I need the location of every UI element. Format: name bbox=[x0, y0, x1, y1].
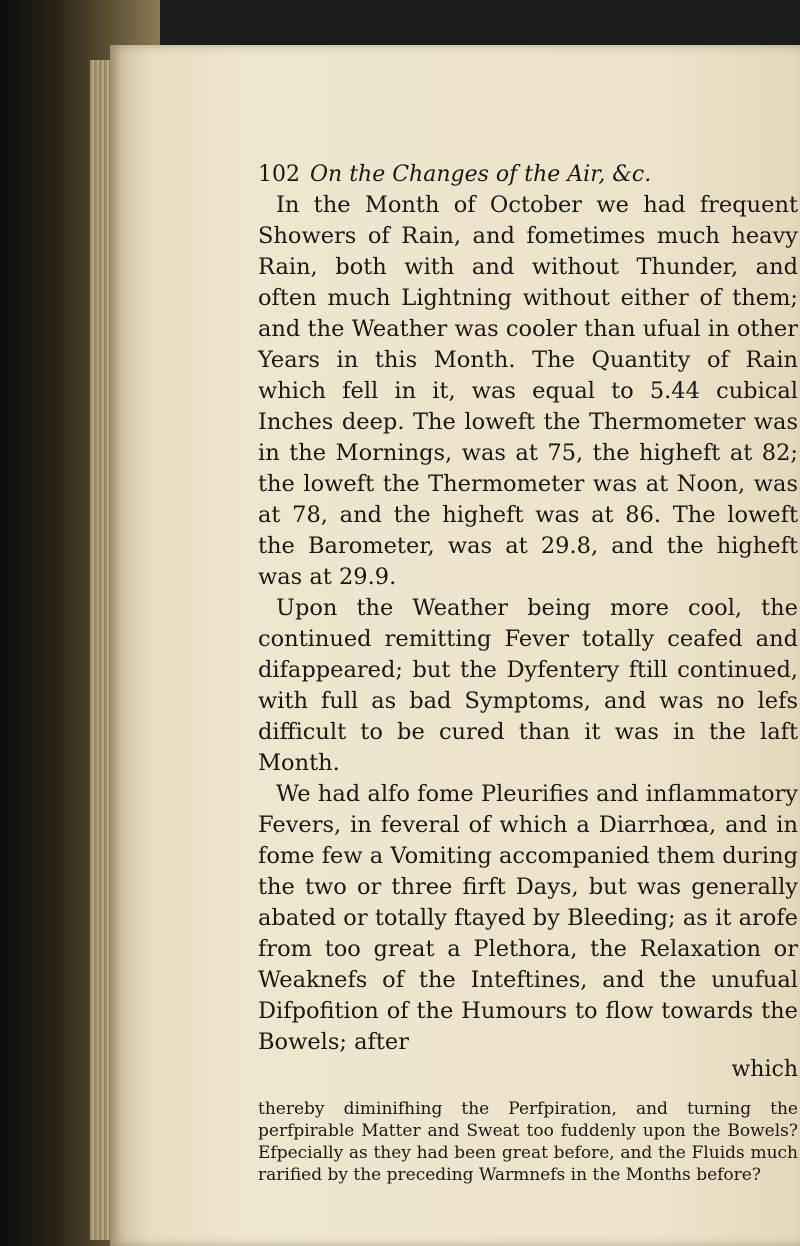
running-header bbox=[258, 160, 798, 190]
footnote: thereby diminifhing the Perfpiration, and turning the perfpirable Matter and Sweat too fuddenly upon the Bowels? Efpecially as they had been great before, and the Fluids much rarified by the preceding Warmnefs in the Months before? bbox=[258, 1099, 798, 1185]
page-content bbox=[258, 160, 798, 1186]
running-title: On the Changes of the Air, &c. bbox=[310, 162, 652, 187]
page-number: 102 bbox=[258, 162, 300, 187]
paragraph-october: In the Month of October we had frequent Showers of Rain, and fometimes much heavy Rain, both with and without Thunder, and often much Lightning without either of them; and the Weather was cooler than ufual in other Years in this Month. The Quantity of Rain which fell in it, was equal to 5.44 cubical Inches deep. The loweft the Thermometer was in the Mornings, was at 75, the higheft at 82; the loweft the Thermometer was at Noon, was at 78, and the higheft was at 86. The loweft the Barometer, was at 29.8, and the higheft was at 29.9. bbox=[258, 192, 798, 590]
catchword: which bbox=[731, 1057, 798, 1082]
paragraph-pleurisies: We had alfo fome Pleurifies and inflammatory Fevers, in feveral of which a Diarrhœa, and in fome few a Vomiting accompanied them during the two or three firft Days, but was generally abated or totally ftayed by Bleeding; as it arofe from too great a Plethora, the Relaxation or Weaknefs of the Inteftines, and the unufual Difpofition of the Humours to flow towards the Bowels; after bbox=[258, 781, 798, 1055]
paragraph-fever: Upon the Weather being more cool, the continued remitting Fever totally ceafed and difappeared; but the Dyfentery ftill continued, with full as bad Symptoms, and was no lefs difficult to be cured than it was in the laft Month. bbox=[258, 595, 798, 776]
